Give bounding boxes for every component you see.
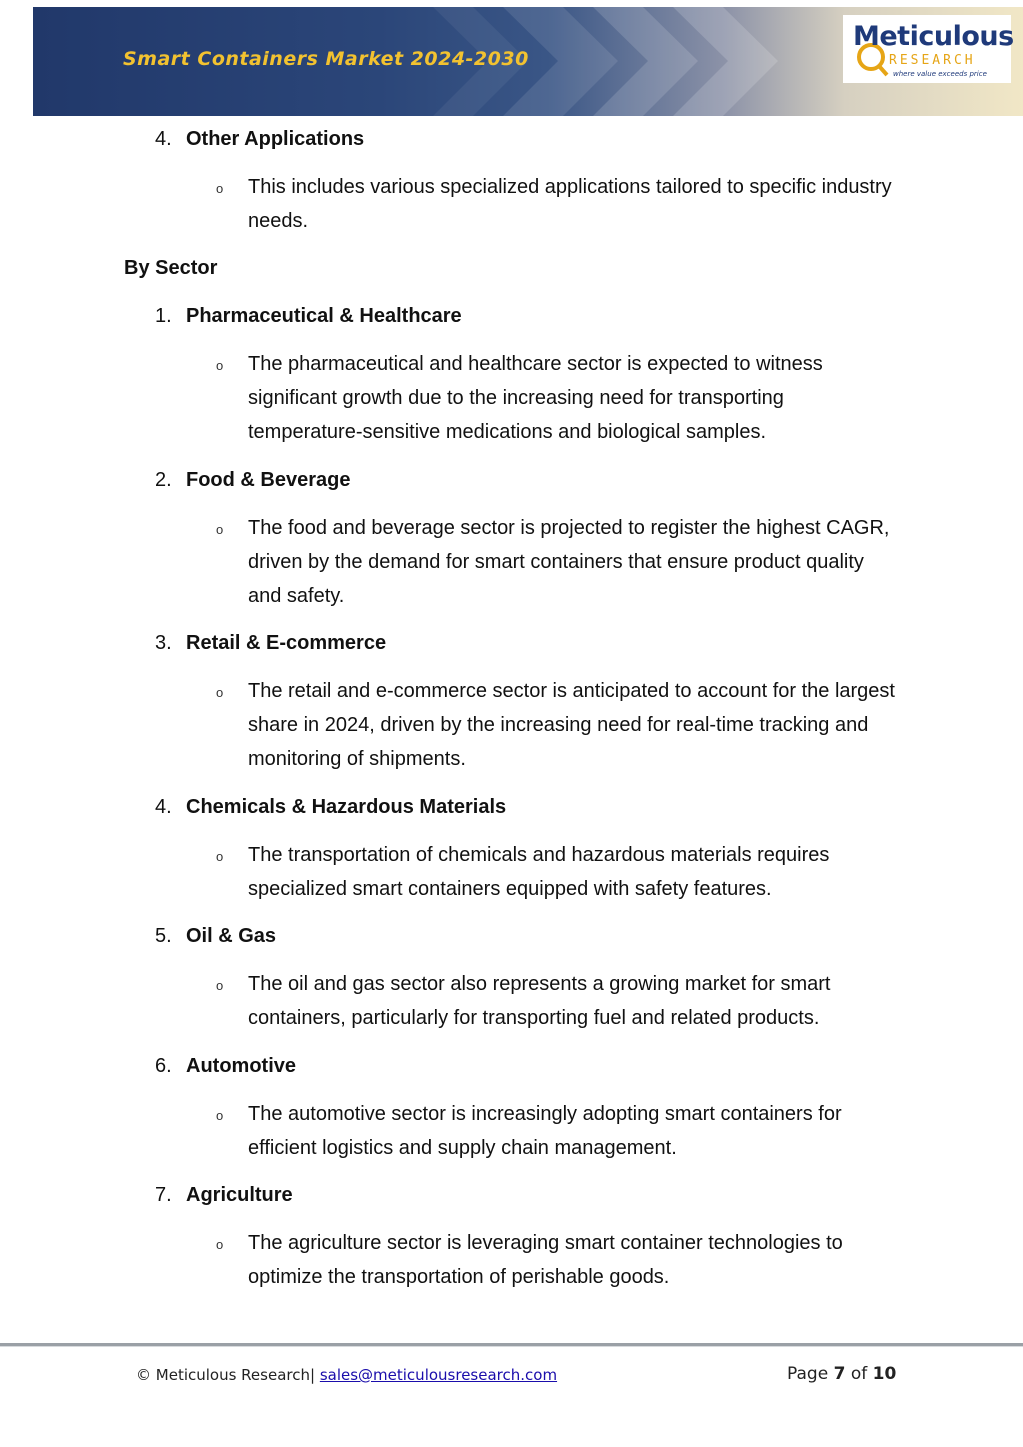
list-bullet: [216, 674, 896, 776]
bullet-text: This includes various specialized applications tailored to specific industry needs.: [248, 176, 892, 232]
list-item-heading: [155, 125, 364, 153]
list-number: 1.: [155, 305, 172, 327]
list-title: Retail & E-commerce: [186, 632, 387, 654]
current-page: 7: [833, 1364, 846, 1384]
list-item-heading: [155, 302, 462, 330]
bullet-text: The retail and e-commerce sector is anticipated to account for the largest share in 2024, driven by the increasing need for real-time tracking and monitoring of shipments.: [248, 680, 895, 770]
list-number: 5.: [155, 925, 172, 947]
page-prefix: Page: [787, 1364, 829, 1384]
list-bullet: [216, 838, 896, 906]
total-pages: 10: [872, 1364, 897, 1384]
hollow-bullet-icon: o: [216, 181, 224, 196]
footer-divider: [0, 1343, 1023, 1347]
logo-wordmark: Meticulous: [853, 21, 1014, 52]
list-number: 2.: [155, 469, 172, 491]
bullet-text: The oil and gas sector also represents a growing market for smart containers, particularly for transporting fuel and related products.: [248, 973, 831, 1029]
list-item-heading: [155, 1052, 296, 1080]
list-item-heading: [155, 922, 276, 950]
company-logo: [843, 15, 1014, 83]
list-item-heading: [155, 629, 386, 657]
bullet-text: The pharmaceutical and healthcare sector is expected to witness significant growth due to the increasing need for transporting temperature-sensitive medications and biological samples.: [248, 353, 823, 443]
list-bullet: [216, 967, 896, 1035]
list-title: Automotive: [186, 1055, 296, 1077]
copyright-text: © Meticulous Research|: [136, 1366, 316, 1384]
hollow-bullet-icon: o: [216, 358, 224, 373]
list-bullet: [216, 1226, 896, 1294]
header-banner: [33, 7, 1023, 116]
bullet-text: The transportation of chemicals and hazardous materials requires specialized smart containers equipped with safety features.: [248, 844, 830, 900]
hollow-bullet-icon: o: [216, 978, 224, 993]
list-bullet: [216, 170, 896, 238]
hollow-bullet-icon: o: [216, 849, 224, 864]
page-number: [787, 1364, 896, 1384]
bullet-text: The food and beverage sector is projected to register the highest CAGR, driven by the demand for smart containers that ensure product quality and safety.: [248, 517, 890, 607]
document-title: Smart Containers Market 2024-2030: [123, 48, 529, 70]
list-item-heading: [155, 1181, 293, 1209]
list-title: Chemicals & Hazardous Materials: [186, 796, 507, 818]
list-number: 7.: [155, 1184, 172, 1206]
hollow-bullet-icon: o: [216, 522, 224, 537]
footer-copyright: [136, 1366, 557, 1384]
list-title: Pharmaceutical & Healthcare: [186, 305, 462, 327]
list-item-heading: [155, 466, 350, 494]
hollow-bullet-icon: o: [216, 1108, 224, 1123]
list-number: 3.: [155, 632, 172, 654]
bullet-text: The automotive sector is increasingly adopting smart containers for efficient logistics and supply chain management.: [248, 1103, 842, 1159]
hollow-bullet-icon: o: [216, 1237, 224, 1252]
list-number: 6.: [155, 1055, 172, 1077]
page-of: of: [850, 1364, 868, 1384]
list-bullet: [216, 347, 896, 449]
list-title: Other Applications: [186, 128, 365, 150]
list-item-heading: [155, 793, 506, 821]
bullet-text: The agriculture sector is leveraging smart container technologies to optimize the transportation of perishable goods.: [248, 1232, 843, 1288]
list-number: 4.: [155, 796, 172, 818]
hollow-bullet-icon: o: [216, 685, 224, 700]
email-link[interactable]: sales@meticulousresearch.com: [319, 1366, 558, 1384]
logo-subtitle: RESEARCH: [889, 53, 976, 68]
section-heading: By Sector: [124, 257, 218, 279]
list-title: Food & Beverage: [186, 469, 351, 491]
list-title: Agriculture: [186, 1184, 293, 1206]
list-number: 4.: [155, 128, 172, 150]
list-title: Oil & Gas: [186, 925, 277, 947]
logo-tagline: where value exceeds price: [893, 70, 987, 78]
list-bullet: [216, 1097, 896, 1165]
list-bullet: [216, 511, 896, 613]
